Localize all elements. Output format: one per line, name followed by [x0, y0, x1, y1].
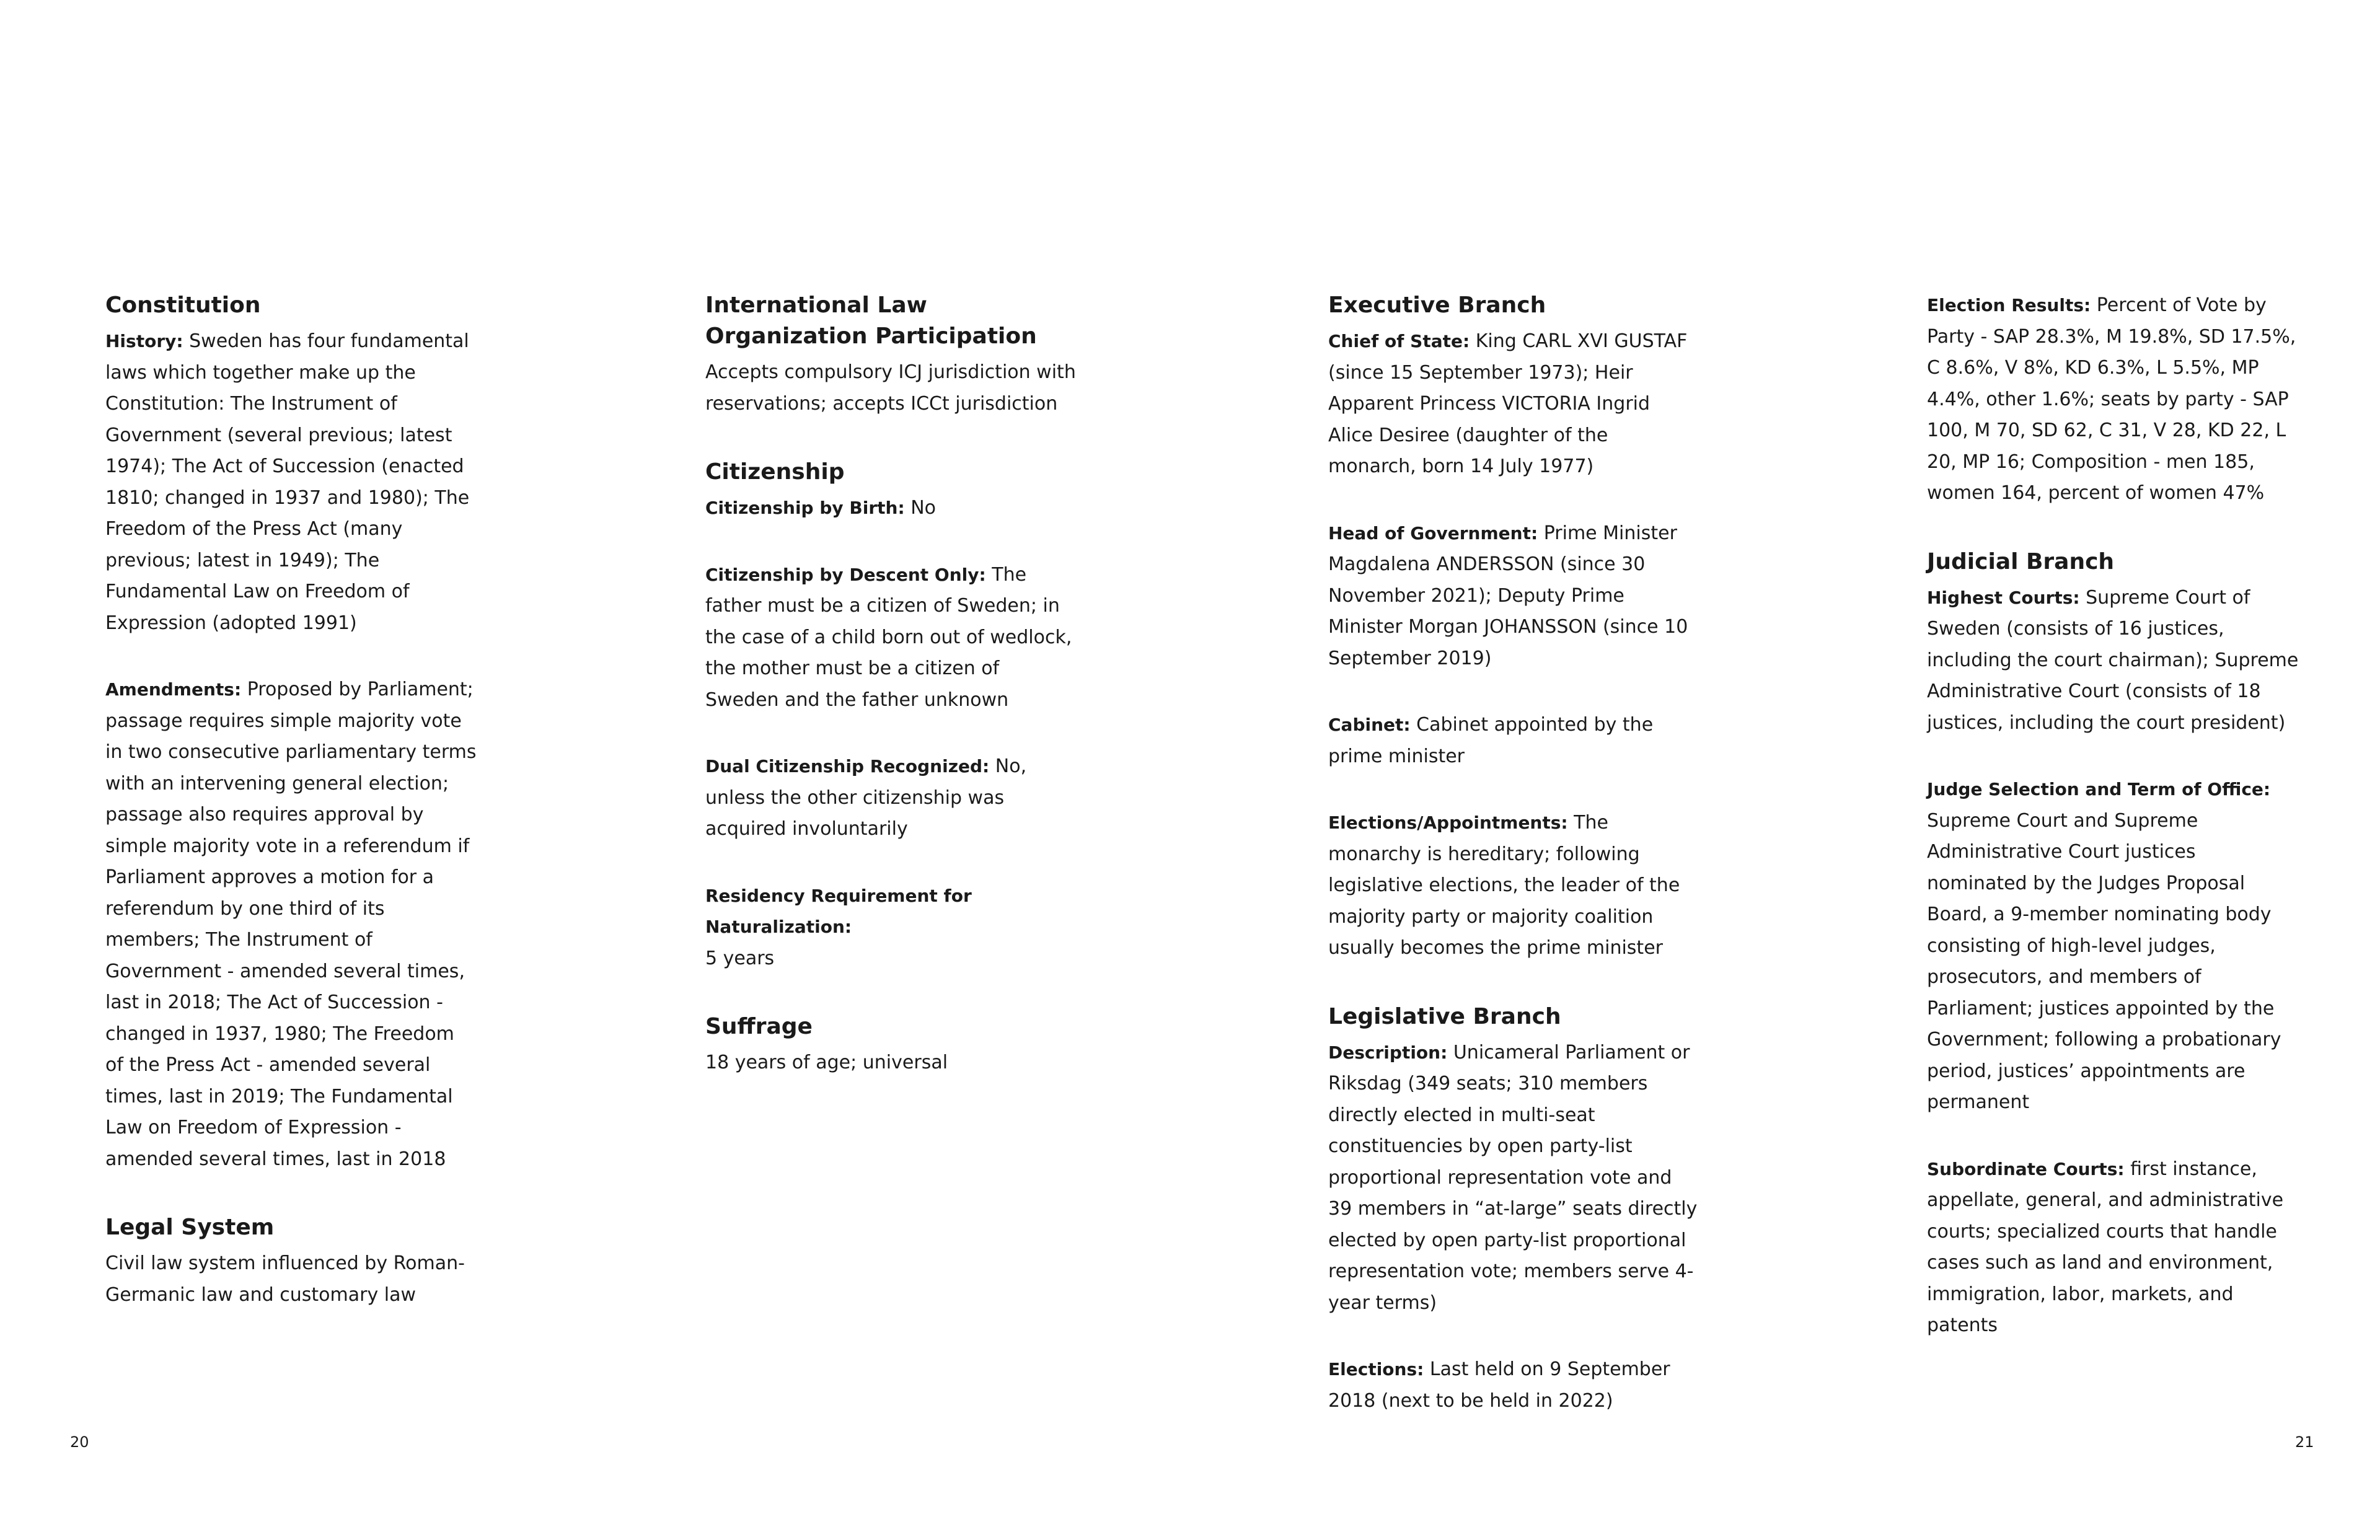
citizenship-descent-text: The father must be a citizen of Sweden; in the case of a child born out of wedlock, the mother must be a citizen of Sweden and the father unknown: [705, 563, 1072, 711]
legislative-description-paragraph: [1328, 1037, 1700, 1319]
judicial-section: [1927, 547, 2299, 1342]
citizenship-section: [705, 457, 1077, 974]
chief-of-state-label: Chief of State:: [1328, 331, 1470, 351]
election-results-section: [1927, 290, 2299, 509]
elections-appointments-text: The monarchy is hereditary; following legislative elections, the leader of the majority party or majority coalition usually becomes the prime minister: [1328, 812, 1680, 959]
executive-heading: Executive Branch: [1328, 293, 1546, 318]
legislative-heading: Legislative Branch: [1328, 1003, 1561, 1029]
history-label: History:: [105, 331, 183, 351]
cabinet-label: Cabinet:: [1328, 715, 1411, 735]
legislative-description-text: Unicameral Parliament or Riksdag (349 seats; 310 members directly elected in multi-seat constituencies by open party-list proportional representation vote and 39 members in “at-large” seats directly elected by open party-list proportional representation vote; members serve 4-year terms): [1328, 1041, 1698, 1314]
head-of-government-label: Head of Government:: [1328, 522, 1538, 543]
subordinate-courts-text: first instance, appellate, general, and administrative courts; specialized courts that handle cases such as land and environment, immigration, labor, markets, and patents: [1927, 1158, 2284, 1336]
legal-system-section: [105, 1212, 477, 1311]
page-number-right: 21: [2295, 1433, 2314, 1451]
election-results-paragraph: [1927, 290, 2299, 509]
intl-law-text: Accepts compulsory ICJ jurisdiction with reservations; accepts ICCt jurisdiction: [705, 361, 1076, 415]
chief-of-state-paragraph: [1328, 326, 1700, 483]
amendments-paragraph: [105, 674, 477, 1175]
history-text: Sweden has four fundamental laws which together make up the Constitution: The Instrument of Government (several previous; latest 1974); The Act of Succession (enacted 1810; changed in 1937 and 1980); The Freedom of the Press Act (many previous; latest in 1949); The Fundamental Law on Freedom of Expression (adopted 1991): [105, 330, 470, 634]
elections-appointments-label: Elections/Appointments:: [1328, 812, 1568, 833]
judge-selection-label: Judge Selection and Term of Office:: [1927, 779, 2271, 799]
residency-paragraph: [705, 881, 1077, 975]
citizenship-heading: Citizenship: [705, 459, 845, 485]
executive-section: [1328, 290, 1700, 964]
legal-system-text: Civil law system influenced by Roman-Germanic law and customary law: [105, 1252, 465, 1306]
highest-courts-label: Highest Courts:: [1927, 587, 2080, 608]
dual-citizenship-label: Dual Citizenship Recognized:: [705, 756, 990, 777]
citizenship-descent-paragraph: [705, 560, 1077, 716]
residency-label: Residency Requirement for Naturalization:: [705, 885, 972, 937]
chief-of-state-text: King CARL XVI GUSTAF (since 15 September 1973); Heir Apparent Princess VICTORIA Ingrid Alice Desiree (daughter of the monarch, born 14 July 1977): [1328, 330, 1688, 477]
second-column: [705, 290, 1077, 1079]
legislative-elections-label: Elections:: [1328, 1359, 1424, 1379]
constitution-section: [105, 290, 477, 1175]
fourth-column: [1927, 290, 2299, 1342]
legislative-description-label: Description:: [1328, 1042, 1448, 1063]
subordinate-courts-paragraph: [1927, 1154, 2299, 1342]
legal-system-heading: Legal System: [105, 1215, 275, 1240]
judicial-heading: Judicial Branch: [1927, 548, 2115, 574]
dual-citizenship-text: No, unless the other citizenship was acquired involuntarily: [705, 755, 1027, 840]
history-paragraph: [105, 326, 477, 639]
judge-selection-paragraph: [1927, 774, 2299, 1119]
page-number-left: 20: [70, 1433, 89, 1451]
amendments-label: Amendments:: [105, 679, 242, 700]
citizenship-birth-label: Citizenship by Birth:: [705, 498, 905, 518]
intl-law-section: [705, 290, 1077, 420]
legislative-section: [1328, 1001, 1700, 1417]
highest-courts-paragraph: [1927, 583, 2299, 739]
amendments-text: Proposed by Parliament; passage requires simple majority vote in two consecutive parliamentary terms with an intervening general election; passage also requires approval by simple majority vote in a referendum if Parliament approves a motion for a referendum by one third of its members; The Instrument of Government - amended several times, last in 2018; The Act of Succession - changed in 1937, 1980; The Freedom of the Press Act - amended several times, last in 2019; The Fundamental Law on Freedom of Expression - amended several times, last in 2018: [105, 679, 477, 1170]
intl-law-heading: International Law Organization Participation: [705, 293, 1037, 349]
elections-appointments-paragraph: [1328, 807, 1700, 964]
judge-selection-text: Supreme Court and Supreme Administrative Court justices nominated by the Judges Proposal Board, a 9-member nominating body consisting of high-level judges, prosecutors, and members of Parliament; justices appointed by the Government; following a probationary period, justices’ appointments are permanent: [1927, 809, 2281, 1113]
suffrage-text: 18 years of age; universal: [705, 1052, 948, 1073]
legislative-elections-text: Last held on 9 September 2018 (next to be held in 2022): [1328, 1358, 1670, 1412]
constitution-heading: Constitution: [105, 293, 261, 318]
dual-citizenship-paragraph: [705, 751, 1077, 845]
left-column: [105, 290, 477, 1311]
head-of-government-paragraph: [1328, 518, 1700, 675]
highest-courts-text: Supreme Court of Sweden (consists of 16 justices, including the court chairman); Supreme Administrative Court (consists of 18 justices, including the court president): [1927, 586, 2299, 734]
election-results-label: Election Results:: [1927, 295, 2091, 315]
citizenship-birth-text: No: [910, 497, 936, 519]
residency-text: 5 years: [705, 947, 775, 969]
suffrage-section: [705, 1011, 1077, 1079]
citizenship-birth-paragraph: [705, 493, 1077, 524]
cabinet-text: Cabinet appointed by the prime minister: [1328, 714, 1654, 767]
suffrage-heading: Suffrage: [705, 1014, 813, 1039]
legislative-elections-paragraph: [1328, 1354, 1700, 1417]
cabinet-paragraph: [1328, 710, 1700, 772]
citizenship-descent-label: Citizenship by Descent Only:: [705, 564, 986, 585]
election-results-text: Percent of Vote by Party - SAP 28.3%, M 19.8%, SD 17.5%, C 8.6%, V 8%, KD 6.3%, L 5.5%, MP 4.4%, other 1.6%; seats by party - SAP 100, M 70, SD 62, C 31, V 28, KD 22, L 20, MP 16; Composition - men 185, women 164, percent of women 47%: [1927, 294, 2296, 504]
head-of-government-text: Prime Minister Magdalena ANDERSSON (since 30 November 2021); Deputy Prime Minister Morgan JOHANSSON (since 10 September 2019): [1328, 522, 1688, 669]
third-column: [1328, 290, 1700, 1417]
subordinate-courts-label: Subordinate Courts:: [1927, 1158, 2125, 1179]
